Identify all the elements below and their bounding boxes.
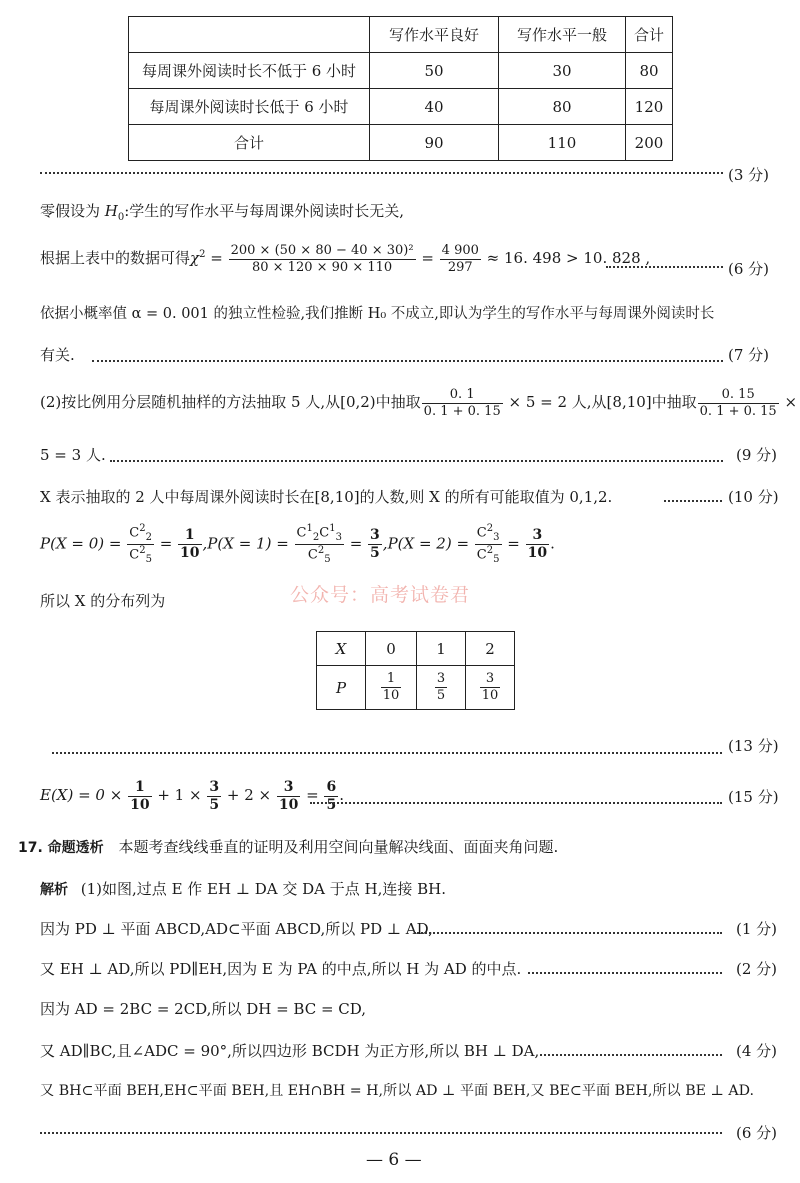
text: = xyxy=(205,249,228,268)
score-label: (2 分) xyxy=(736,960,778,978)
denominator: 10 xyxy=(180,544,200,561)
math-symbol: χ xyxy=(190,249,200,268)
fraction xyxy=(435,672,447,702)
dot-leader xyxy=(540,1054,722,1056)
random-variable-line: X 表示抽取的 2 人中每周课外阅读时长在[8,10]的人数,则 X 的所有可能取值为 0,1,2. xyxy=(40,488,613,506)
numerator: 0. 1 xyxy=(422,388,503,404)
numerator: 200 × (50 × 80 − 40 × 30)² xyxy=(230,243,414,258)
fraction xyxy=(295,524,344,565)
math-superscript: 2 xyxy=(486,523,494,534)
solution-line-6: 又 BH⊂平面 BEH,EH⊂平面 BEH,且 EH∩BH = H,所以 AD ⊥ 平面 BEH,又 BE⊂平面 BEH,所以 BE ⊥ AD. xyxy=(40,1083,754,1099)
sampling-line xyxy=(40,388,797,418)
dot-leader xyxy=(40,172,723,174)
text: × 5 = 2 人,从[8,10]中抽取 xyxy=(503,393,697,412)
denominator: 10 xyxy=(130,796,150,813)
dot-leader xyxy=(92,360,723,362)
math-symbol: C xyxy=(476,547,487,563)
table-header-cell: 合计 xyxy=(626,17,673,53)
math-superscript: 2 xyxy=(139,544,146,556)
math-subscript: 2 xyxy=(312,531,320,543)
text: = xyxy=(416,249,439,268)
table-cell: 200 xyxy=(626,125,673,161)
numerator: 0. 15 xyxy=(698,388,779,404)
expectation-line xyxy=(40,780,344,812)
numerator: 3 xyxy=(370,527,380,544)
math-symbol: C xyxy=(129,525,140,541)
table-cell: 110 xyxy=(499,125,626,161)
contingency-table xyxy=(128,16,673,161)
fraction xyxy=(422,388,503,418)
page-number: — 6 — xyxy=(366,1150,422,1170)
table-cell: 120 xyxy=(626,89,673,125)
comb-index xyxy=(139,546,152,565)
table-header-cell: X xyxy=(317,632,366,666)
text: 本题考查线线垂直的证明及利用空间向量解决线面、面面夹角问题. xyxy=(118,838,559,856)
table-row xyxy=(317,632,515,666)
table-cell: 80 xyxy=(499,89,626,125)
numerator: 1 xyxy=(381,672,402,688)
solution-line-3: 又 EH ⊥ AD,所以 PD∥EH,因为 E 为 PA 的中点,所以 H 为 AD 的中点. xyxy=(40,960,522,978)
dot-leader xyxy=(528,972,722,974)
score-label: (15 分) xyxy=(728,788,779,806)
table-cell: 每周课外阅读时长不低于 6 小时 xyxy=(129,53,370,89)
denominator xyxy=(475,545,502,565)
math-subscript: 5 xyxy=(145,553,152,565)
fraction xyxy=(127,524,154,565)
denominator: 5 xyxy=(326,796,337,813)
denominator: 10 xyxy=(382,688,400,703)
text: ,P(X = 2) = xyxy=(382,534,474,553)
text: :学生的写作水平与每周课外阅读时长无关, xyxy=(124,202,405,220)
distribution-intro: 所以 X 的分布列为 xyxy=(40,592,166,610)
score-label: (3 分) xyxy=(728,166,770,184)
math-symbol: C xyxy=(319,525,330,541)
dot-leader xyxy=(664,500,722,502)
fraction xyxy=(698,388,779,418)
solution-line-1 xyxy=(40,878,446,899)
fraction xyxy=(324,780,338,812)
table-cell xyxy=(466,666,515,710)
table-row xyxy=(129,53,673,89)
score-label: (6 分) xyxy=(736,1124,778,1142)
numerator: 3 xyxy=(480,672,501,688)
table-cell: 合计 xyxy=(129,125,370,161)
comb-index xyxy=(487,546,500,565)
text: 根据上表中的数据可得 xyxy=(40,249,191,268)
fraction xyxy=(526,528,549,560)
math-symbol: C xyxy=(296,525,307,541)
math-superscript: 2 xyxy=(139,523,146,534)
denominator: 0. 1 + 0. 15 xyxy=(423,403,501,419)
chi-square-line xyxy=(40,244,650,274)
math-subscript: 5 xyxy=(493,553,500,565)
denominator: 10 xyxy=(527,544,548,561)
table-cell xyxy=(129,17,370,53)
math-subscript: 3 xyxy=(493,531,500,543)
table-cell: 0 xyxy=(366,632,417,666)
score-label: (13 分) xyxy=(728,737,779,755)
probability-line: P(X = 0) = $\frac{C^2_2}{C^2_5}$ = $\frac{1}{10}$ ,P(X = 1) = $\frac{C^1_2C^1_3}{C^2_5}$ = $\frac{3}{5}$ ,P(X = 2) = $\frac{C^2_3}{C^2_5}$ = $\frac{3}{10}$ . xyxy=(40,523,555,565)
dot-leader xyxy=(110,460,723,462)
denominator: 80 × 120 × 90 × 110 xyxy=(251,259,393,275)
comb-index xyxy=(306,524,319,543)
numerator: 3 xyxy=(436,671,446,687)
math-superscript: 1 xyxy=(306,523,313,534)
table-cell xyxy=(366,666,417,710)
math-symbol: C xyxy=(476,525,487,541)
text: . xyxy=(339,786,344,805)
text: P(X = 0) = xyxy=(40,534,127,553)
score-label: (9 分) xyxy=(736,446,778,464)
text: (2)按比例用分层随机抽样的方法抽取 5 人,从[0,2)中抽取 xyxy=(40,393,421,412)
numerator: 3 xyxy=(277,780,300,797)
math-subscript: 0 xyxy=(117,212,125,223)
text: . xyxy=(550,534,555,553)
denominator: 297 xyxy=(447,259,473,275)
table-cell: 每周课外阅读时长低于 6 小时 xyxy=(129,89,370,125)
score-label: (1 分) xyxy=(736,920,778,938)
text: × xyxy=(779,393,798,412)
solution-line-2: 因为 PD ⊥ 平面 ABCD,AD⊂平面 ABCD,所以 PD ⊥ AD, xyxy=(40,920,433,938)
denominator: 0. 1 + 0. 15 xyxy=(699,403,777,419)
test-conclusion-line2: 有关. xyxy=(40,346,75,364)
table-row xyxy=(129,89,673,125)
table-cell: 40 xyxy=(370,89,499,125)
watermark: 公众号：高考试卷君 xyxy=(290,584,471,606)
table-cell: 30 xyxy=(499,53,626,89)
text: 零假设为 xyxy=(40,202,105,220)
table-cell: 1 xyxy=(417,632,466,666)
numerator: 3 xyxy=(209,779,220,795)
section-label: 解析 xyxy=(40,882,68,898)
solution-line-5: 又 AD∥BC,且∠ADC = 90°,所以四边形 BCDH 为正方形,所以 BH ⊥ DA, xyxy=(40,1042,540,1060)
text: = xyxy=(301,786,324,805)
math-symbol: H xyxy=(104,202,118,220)
numerator: 1 xyxy=(178,528,201,545)
denominator: 10 xyxy=(481,688,499,703)
fraction xyxy=(368,528,382,560)
table-row xyxy=(317,666,515,710)
denominator xyxy=(127,545,154,565)
table-header-cell: 写作水平一般 xyxy=(499,17,626,53)
section-label: 17. 命题透析 xyxy=(18,840,104,856)
dot-leader xyxy=(52,752,722,754)
fraction xyxy=(475,524,502,565)
math-symbol: C xyxy=(129,547,140,563)
solution-line-4: 因为 AD = 2BC = 2CD,所以 DH = BC = CD, xyxy=(40,1000,367,1018)
fraction xyxy=(178,528,201,560)
denominator: 5 xyxy=(209,796,220,813)
numerator: 1 xyxy=(128,780,151,797)
denominator: 10 xyxy=(278,796,299,813)
table-cell xyxy=(417,666,466,710)
comb-index xyxy=(487,524,500,543)
fraction xyxy=(480,672,501,702)
math-symbol: C xyxy=(307,547,318,563)
math-superscript: 2 xyxy=(486,544,494,556)
fraction xyxy=(277,780,300,812)
table-cell: 2 xyxy=(466,632,515,666)
denominator: 5 xyxy=(370,544,380,561)
numerator xyxy=(475,524,502,545)
numerator xyxy=(295,524,344,545)
text: ≈ 16. 498 > 10. 828 , xyxy=(481,249,651,268)
fraction xyxy=(229,244,416,274)
text: + 1 × xyxy=(152,786,207,805)
dot-leader xyxy=(40,1132,722,1134)
table-cell: 90 xyxy=(370,125,499,161)
comb-index xyxy=(139,524,152,543)
numerator: 3 xyxy=(526,528,549,545)
dot-leader xyxy=(414,932,722,934)
fraction xyxy=(207,780,221,812)
table-row xyxy=(129,125,673,161)
dot-leader xyxy=(606,266,723,268)
fraction xyxy=(128,780,151,812)
math-superscript: 2 xyxy=(317,544,325,556)
comb-index xyxy=(318,546,331,565)
dot-leader xyxy=(310,802,722,804)
table-header-cell: P xyxy=(317,666,366,710)
text: + 2 × xyxy=(222,786,276,805)
distribution-table xyxy=(316,631,515,710)
numerator: 6 xyxy=(326,779,337,795)
sampling-line2: 5 = 3 人. xyxy=(40,446,106,464)
fraction xyxy=(440,244,481,274)
question-17-header xyxy=(18,836,558,857)
math-subscript: 5 xyxy=(324,553,331,565)
numerator: 4 900 xyxy=(441,243,479,258)
text: ,P(X = 1) = xyxy=(202,534,294,553)
math-superscript: 2 xyxy=(199,249,206,261)
null-hypothesis-line xyxy=(40,200,404,223)
math-subscript: 2 xyxy=(145,531,152,543)
math-superscript: 1 xyxy=(329,523,336,534)
numerator xyxy=(127,524,154,545)
score-label: (4 分) xyxy=(736,1042,778,1060)
score-label: (7 分) xyxy=(728,346,770,364)
fraction xyxy=(381,672,402,702)
denominator xyxy=(295,545,344,565)
text: (1)如图,过点 E 作 EH ⊥ DA 交 DA 于点 H,连接 BH. xyxy=(80,880,447,898)
table-cell: 80 xyxy=(626,53,673,89)
denominator: 5 xyxy=(436,688,446,703)
table-cell: 50 xyxy=(370,53,499,89)
score-label: (6 分) xyxy=(728,260,770,278)
text: E(X) = 0 × xyxy=(40,786,128,805)
math-subscript: 3 xyxy=(335,531,342,543)
table-row xyxy=(129,17,673,53)
test-conclusion-line1: 依据小概率值 α = 0. 001 的独立性检验,我们推断 H₀ 不成立,即认为学生的写作水平与每周课外阅读时长 xyxy=(40,306,715,322)
table-header-cell: 写作水平良好 xyxy=(370,17,499,53)
comb-index xyxy=(329,524,342,543)
score-label: (10 分) xyxy=(728,488,779,506)
